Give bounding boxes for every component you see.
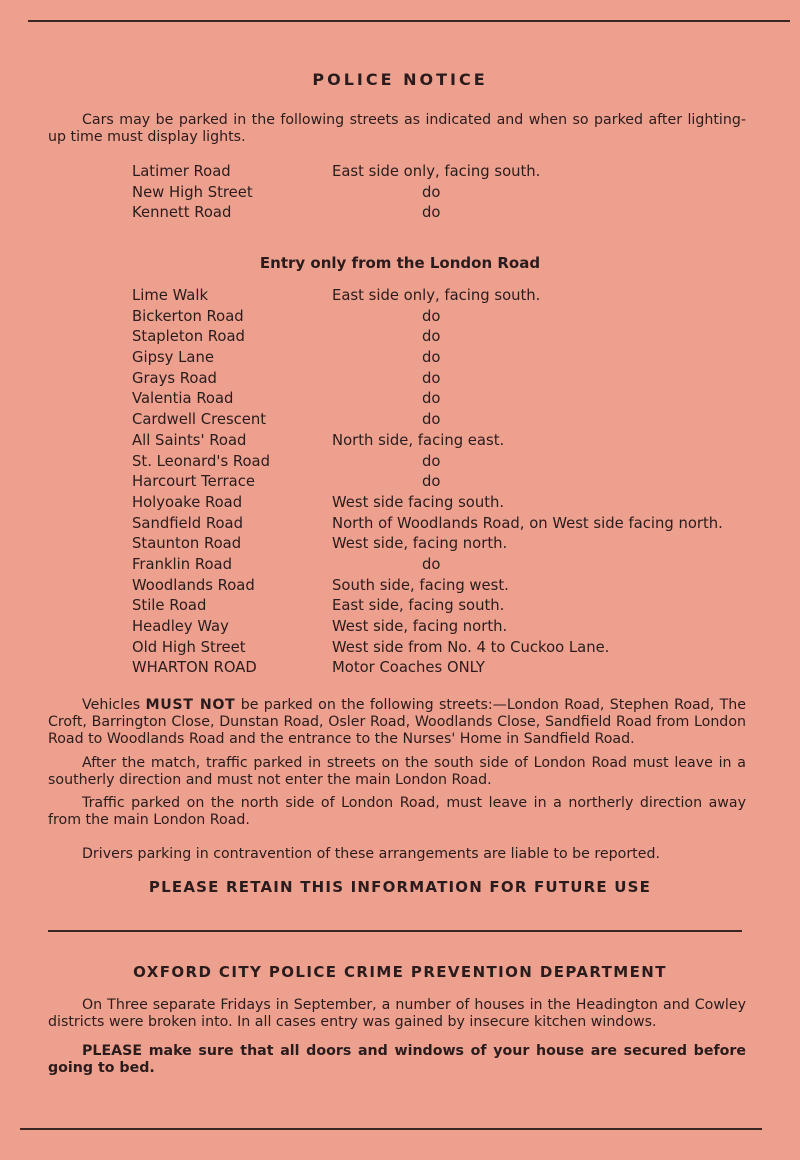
street-row: [132, 327, 772, 348]
street-name: Latimer Road: [132, 163, 231, 180]
street-name: Valentia Road: [132, 390, 234, 408]
street-name: Old High Street: [132, 638, 246, 656]
street-row: [132, 472, 772, 493]
parking-rule: do: [422, 555, 441, 573]
parking-rule: West side facing south.: [332, 493, 505, 511]
parking-rule: do: [422, 369, 441, 387]
street-name: New High Street: [132, 183, 253, 201]
street-row: [132, 534, 772, 555]
crime-prevention-body: On Three separate Fridays in September, a number of houses in the Headington and Cowley districts were broken into. In all cases entry was gained by insecure kitchen windows.: [48, 997, 746, 1030]
crime-prevention-title: OXFORD CITY POLICE CRIME PREVENTION DEPARTMENT: [133, 963, 667, 981]
street-row: [132, 658, 772, 679]
street-row: [132, 638, 772, 659]
street-row: [132, 555, 772, 576]
street-name: All Saints' Road: [132, 431, 247, 449]
street-row: [132, 389, 772, 410]
street-row: [132, 369, 772, 390]
street-row: [132, 162, 772, 183]
street-name: Grays Road: [132, 369, 217, 387]
police-notice-title: POLICE NOTICE: [312, 70, 488, 89]
north-side-paragraph: Traffic parked on the north side of London Road, must leave in a northerly direction away from the main London Road.: [48, 795, 746, 828]
street-name: Sandfield Road: [132, 514, 243, 532]
parking-rule: do: [422, 204, 441, 222]
street-row: [132, 307, 772, 328]
street-row: [132, 203, 772, 224]
parking-rule: East side only, facing south.: [332, 287, 541, 304]
parking-rule: do: [422, 390, 441, 408]
street-name: Franklin Road: [132, 555, 232, 573]
must-not-rest: be parked on the following streets:—London Road, Stephen Road, The Croft, Barrington Close, Dunstan Road, Osler Road, Woodlands Close, Sandfield Road from London Road to Woodlands Road and the entrance to the Nurses' Home in Sandfield Road.: [48, 697, 747, 747]
middle-rule: [48, 930, 742, 932]
street-name: Harcourt Terrace: [132, 473, 255, 491]
street-name: Bickerton Road: [132, 307, 244, 325]
street-row: [132, 286, 772, 307]
parking-rule: West side, facing north.: [332, 535, 508, 553]
first-street-table: [132, 162, 772, 224]
street-name: Gipsy Lane: [132, 349, 214, 367]
street-name: Woodlands Road: [132, 576, 255, 594]
parking-rule: do: [422, 349, 441, 367]
parking-rule: North side, facing east.: [332, 431, 505, 449]
contravention-paragraph: Drivers parking in contravention of these arrangements are liable to be reported.: [82, 846, 660, 862]
parking-rule: do: [422, 328, 441, 346]
parking-rule: East side, facing south.: [332, 597, 505, 615]
street-row: [132, 576, 772, 597]
street-row: [132, 410, 772, 431]
parking-rule: West side from No. 4 to Cuckoo Lane.: [332, 638, 610, 656]
street-name: Stapleton Road: [132, 328, 245, 346]
street-row: [132, 596, 772, 617]
parking-rule: Motor Coaches ONLY: [332, 659, 485, 677]
street-row: [132, 183, 772, 204]
street-name: WHARTON ROAD: [132, 659, 257, 677]
street-name: Stile Road: [132, 597, 207, 615]
parking-rule: do: [422, 452, 441, 470]
street-name: Staunton Road: [132, 535, 242, 553]
street-name: St. Leonard's Road: [132, 452, 271, 470]
parking-rule: West side, facing north.: [332, 618, 508, 635]
please-rest: make sure that all doors and windows of your house are secured before going to bed.: [48, 1043, 746, 1076]
street-name: Headley Way: [132, 618, 229, 635]
intro-paragraph: Cars may be parked in the following streets as indicated and when so parked after lighting-up time must display lights.: [48, 112, 746, 145]
bottom-rule: [20, 1128, 762, 1130]
street-name: Cardwell Crescent: [132, 411, 267, 429]
street-row: [132, 617, 772, 638]
must-not-emphasis: MUST NOT: [145, 697, 236, 713]
parking-rule: South side, facing west.: [332, 576, 509, 594]
street-name: Kennett Road: [132, 204, 232, 222]
parking-rule: North of Woodlands Road, on West side facing north.: [332, 514, 723, 532]
parking-rule: do: [422, 307, 441, 325]
parking-rule: do: [422, 411, 441, 429]
street-row: [132, 431, 772, 452]
street-row: [132, 514, 772, 535]
after-match-paragraph: After the match, traffic parked in streets on the south side of London Road must leave in a southerly direction and must not enter the main London Road.: [48, 755, 746, 788]
parking-rule: do: [422, 183, 441, 201]
street-name: Lime Walk: [132, 287, 209, 304]
street-name: Holyoake Road: [132, 493, 243, 511]
second-street-table: [132, 286, 772, 679]
please-secure-paragraph: [48, 1043, 746, 1077]
street-row: [132, 493, 772, 514]
street-row: [132, 452, 772, 473]
top-rule: [28, 20, 790, 22]
must-not-paragraph: [48, 697, 746, 748]
street-row: [132, 348, 772, 369]
please-emphasis: PLEASE: [82, 1043, 143, 1059]
must-not-prefix: Vehicles: [82, 697, 141, 713]
parking-rule: East side only, facing south.: [332, 163, 541, 180]
parking-rule: do: [422, 473, 441, 491]
london-road-heading: Entry only from the London Road: [259, 254, 541, 272]
retain-notice: PLEASE RETAIN THIS INFORMATION FOR FUTURE USE: [148, 878, 652, 896]
